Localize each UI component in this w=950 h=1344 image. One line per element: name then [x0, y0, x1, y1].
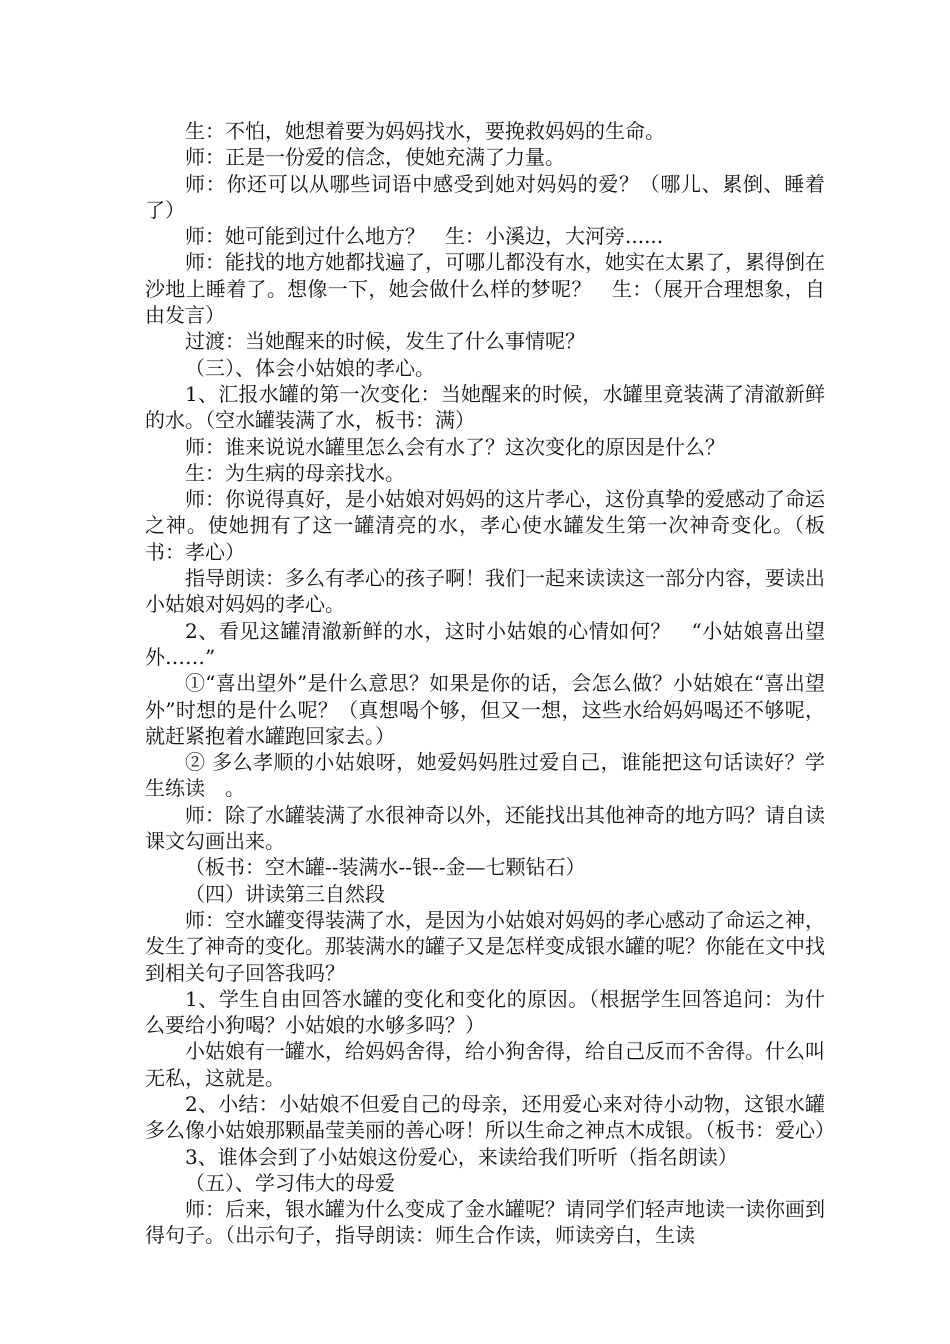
paragraph: ①“喜出望外”是什么意思？如果是你的话，会怎么做？小姑娘在“喜出望外”时想的是什么呢？（真想喝个够，但又一想，这些水给妈妈喝还不够呢，就赶紧抱着水罐跑回家去。）: [145, 671, 825, 748]
paragraph: ② 多么孝顺的小姑娘呀，她爱妈妈胜过爱自己，谁能把这句话读好？学生练读 。: [145, 750, 825, 801]
paragraph: 师：能找的地方她都找遍了，可哪儿都没有水，她实在太累了，累得倒在沙地上睡着了。想像一下，她会做什么样的梦呢？ 生：（展开合理想象，自由发言）: [145, 250, 825, 328]
paragraph: 1、学生自由回答水罐的变化和变化的原因。（根据学生回答追问：为什么要给小狗喝？小姑娘的水够多吗？）: [145, 986, 825, 1038]
paragraph: 3、谁体会到了小姑娘这份爱心，来读给我们听听（指名朗读）: [185, 1144, 738, 1169]
paragraph: 生：不怕，她想着要为妈妈找水，要挽救妈妈的生命。: [185, 119, 665, 143]
section-heading: （五）、学习伟大的母爱: [185, 1170, 395, 1195]
paragraph: 师：正是一份爱的信念，使她充满了力量。: [185, 145, 565, 170]
paragraph: 师：她可能到过什么地方？ 生：小溪边，大河旁......: [185, 224, 664, 249]
paragraph: 师：后来，银水罐为什么变成了金水罐呢？请同学们轻声地读一读你画到得句子。（出示句子，指导朗读：师生合作读，师读旁白，生读: [145, 1197, 825, 1248]
paragraph: 生：为生病的母亲找水。: [185, 460, 405, 485]
paragraph: 小姑娘有一罐水，给妈妈舍得，给小狗舍得，给自己反而不舍得。什么叫无私，这就是。: [145, 1039, 825, 1090]
section-heading: （三）、体会小姑娘的孝心。: [185, 355, 435, 380]
paragraph: 师：空水罐变得装满了水，是因为小姑娘对妈妈的孝心感动了命运之神，发生了神奇的变化。那装满水的罐子又是怎样变成银水罐的呢？你能在文中找到相关句子回答我吗？: [145, 907, 825, 985]
section-heading: （四）讲读第三自然段: [185, 881, 385, 906]
document-body: [145, 118, 835, 1249]
paragraph: 2、看见这罐清澈新鲜的水，这时小姑娘的心情如何？ “小姑娘喜出望外……”: [145, 618, 825, 669]
board-note: （板书：空木罐--装满水--银--金—七颗钻石）: [185, 855, 586, 880]
paragraph: 师：除了水罐装满了水很神奇以外，还能找出其他神奇的地方吗？请自读课文勾画出来。: [145, 802, 825, 854]
paragraph: 师：谁来说说水罐里怎么会有水了？这次变化的原因是什么？: [185, 434, 725, 459]
paragraph: 指导朗读：多么有孝心的孩子啊！我们一起来读读这一部分内容，要读出小姑娘对妈妈的孝心。: [145, 566, 825, 617]
paragraph: 1、汇报水罐的第一次变化：当她醒来的时候，水罐里竟装满了清澈新鲜的水。（空水罐装满了水，板书：满）: [145, 381, 825, 433]
paragraph: 师：你还可以从哪些词语中感受到她对妈妈的爱？（哪儿、累倒、睡着了）: [145, 171, 825, 222]
paragraph: 过渡：当她醒来的时候，发生了什么事情呢？: [185, 329, 585, 354]
paragraph: 2、小结：小姑娘不但爱自己的母亲，还用爱心来对待小动物，这银水罐多么像小姑娘那颗晶莹美丽的善心呀！所以生命之神点木成银。（板书：爱心）: [145, 1091, 835, 1143]
paragraph: 师：你说得真好，是小姑娘对妈妈的这片孝心，这份真挚的爱感动了命运之神。使她拥有了这一罐清亮的水，孝心使水罐发生第一次神奇变化。（板书：孝心）: [145, 487, 825, 564]
